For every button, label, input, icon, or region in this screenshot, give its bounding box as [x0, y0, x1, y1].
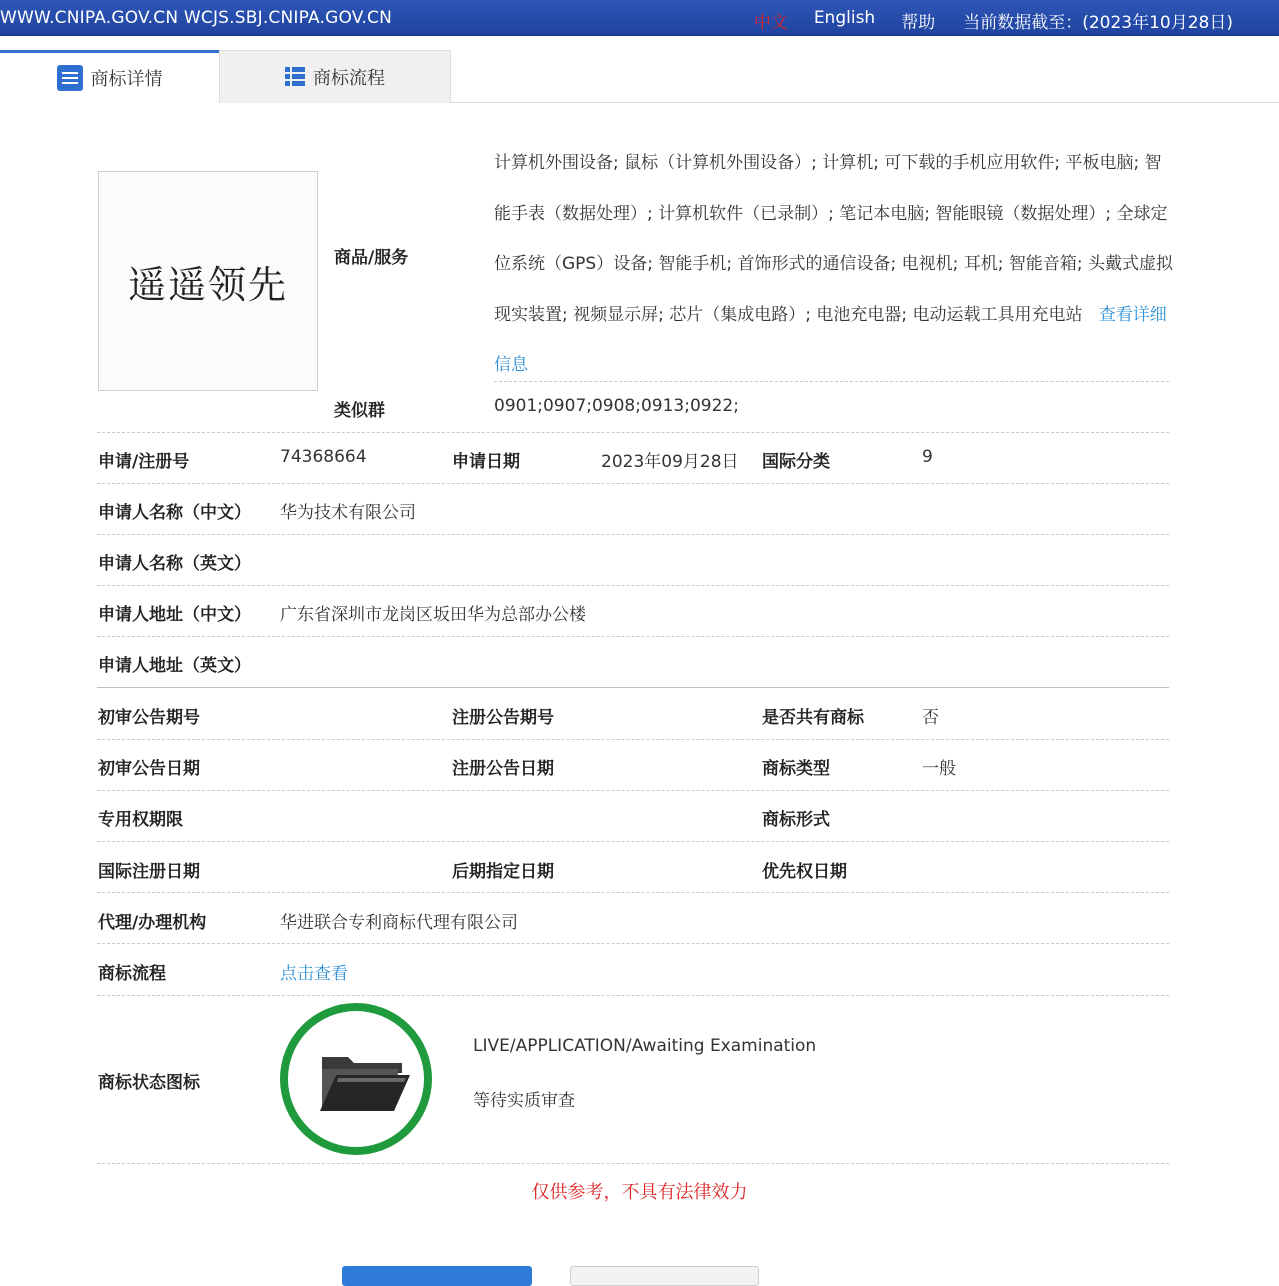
- apply-date-value: 2023年09月28日: [601, 452, 739, 472]
- divider: [97, 995, 1169, 996]
- prelim-no-label: 初审公告期号: [98, 708, 200, 728]
- divider: [97, 534, 1169, 535]
- document-icon: [57, 65, 83, 91]
- divider: [97, 892, 1169, 893]
- intl-class-label: 国际分类: [762, 452, 830, 472]
- address-en-label: 申请人地址（英文）: [98, 656, 251, 676]
- process-link[interactable]: 点击查看: [280, 964, 348, 984]
- status-icon-label: 商标状态图标: [98, 1073, 200, 1093]
- address-cn-label: 申请人地址（中文）: [98, 605, 251, 625]
- top-bar: [0, 0, 1279, 36]
- divider: [97, 790, 1169, 791]
- divider: [97, 841, 1169, 842]
- shared-label: 是否共有商标: [762, 708, 864, 728]
- data-date: 当前数据截至：(2023年10月28日): [963, 13, 1233, 33]
- divider: [97, 687, 1169, 688]
- prelim-date-label: 初审公告日期: [98, 759, 200, 779]
- applicant-cn-label: 申请人名称（中文）: [98, 503, 251, 523]
- trademark-logo-text: 遥遥领先: [127, 262, 288, 307]
- tab-label: 商标流程: [313, 68, 385, 89]
- divider: [97, 483, 1169, 484]
- goods-label: 商品/服务: [334, 248, 409, 268]
- trademark-image: [98, 171, 318, 391]
- type-label: 商标类型: [762, 759, 830, 779]
- tab-trademark-detail[interactable]: [0, 50, 219, 103]
- similar-group-value: 0901;0907;0908;0913;0922;: [494, 396, 739, 416]
- primary-button[interactable]: [342, 1266, 532, 1286]
- tab-trademark-process[interactable]: [219, 50, 451, 103]
- disclaimer-text: 仅供参考，不具有法律效力: [531, 1182, 748, 1203]
- intl-reg-date-label: 国际注册日期: [98, 862, 200, 882]
- shared-value: 否: [922, 708, 939, 728]
- reg-notice-no-label: 注册公告期号: [452, 708, 554, 728]
- reg-no-value: 74368664: [280, 447, 367, 467]
- divider: [97, 943, 1169, 944]
- process-label: 商标流程: [98, 964, 166, 984]
- list-icon: [285, 67, 305, 87]
- agent-value: 华进联合专利商标代理有限公司: [280, 913, 518, 933]
- similar-group-label: 类似群: [334, 401, 385, 421]
- lang-zh-link[interactable]: 中文: [753, 13, 788, 33]
- tab-bar: [0, 50, 1279, 103]
- tab-label: 商标详情: [90, 69, 163, 90]
- agent-label: 代理/办理机构: [98, 913, 207, 933]
- later-date-label: 后期指定日期: [452, 862, 554, 882]
- folder-icon: [318, 1051, 410, 1115]
- reg-no-label: 申请/注册号: [98, 452, 190, 472]
- priority-label: 优先权日期: [762, 862, 847, 882]
- goods-list: [494, 138, 1174, 391]
- lang-en-link[interactable]: English: [813, 8, 876, 28]
- reg-notice-date-label: 注册公告日期: [452, 759, 554, 779]
- divider: [97, 739, 1169, 740]
- divider: [97, 585, 1169, 586]
- goods-detail-link[interactable]: 查看详细信息: [494, 304, 1167, 375]
- goods-text: 计算机外围设备; 鼠标（计算机外围设备）; 计算机; 可下载的手机应用软件; 平板电脑; 智能手表（数据处理）; 计算机软件（已录制）; 笔记本电脑; 智能眼镜（数据处理）; 全球定位系统（GPS）设备; 智能手机; 首饰形式的通信设备; 电视机; 耳机; 智能音箱; 头戴式虚拟现实装置; 视频显示屏; 芯片（集成电路）; 电池充电器; 电动运载工具用充电站: [494, 153, 1174, 325]
- divider: [97, 432, 1169, 433]
- form-label: 商标形式: [762, 810, 830, 830]
- site-url: WWW.CNIPA.GOV.CN WCJS.SBJ.CNIPA.GOV.CN: [0, 8, 393, 28]
- address-cn-value: 广东省深圳市龙岗区坂田华为总部办公楼: [280, 605, 586, 625]
- status-icon: [280, 1003, 432, 1155]
- secondary-button[interactable]: [570, 1266, 759, 1286]
- help-link[interactable]: 帮助: [901, 13, 936, 33]
- divider: [494, 381, 1169, 382]
- apply-date-label: 申请日期: [452, 452, 520, 472]
- type-value: 一般: [922, 759, 956, 779]
- applicant-cn-value: 华为技术有限公司: [280, 503, 416, 523]
- top-nav: [754, 8, 1233, 33]
- divider: [97, 1163, 1169, 1164]
- divider: [97, 636, 1169, 637]
- status-en: LIVE/APPLICATION/Awaiting Examination: [473, 1036, 817, 1056]
- exclusive-label: 专用权期限: [98, 810, 183, 830]
- applicant-en-label: 申请人名称（英文）: [98, 554, 251, 574]
- intl-class-value: 9: [922, 447, 933, 467]
- status-cn: 等待实质审查: [473, 1091, 575, 1111]
